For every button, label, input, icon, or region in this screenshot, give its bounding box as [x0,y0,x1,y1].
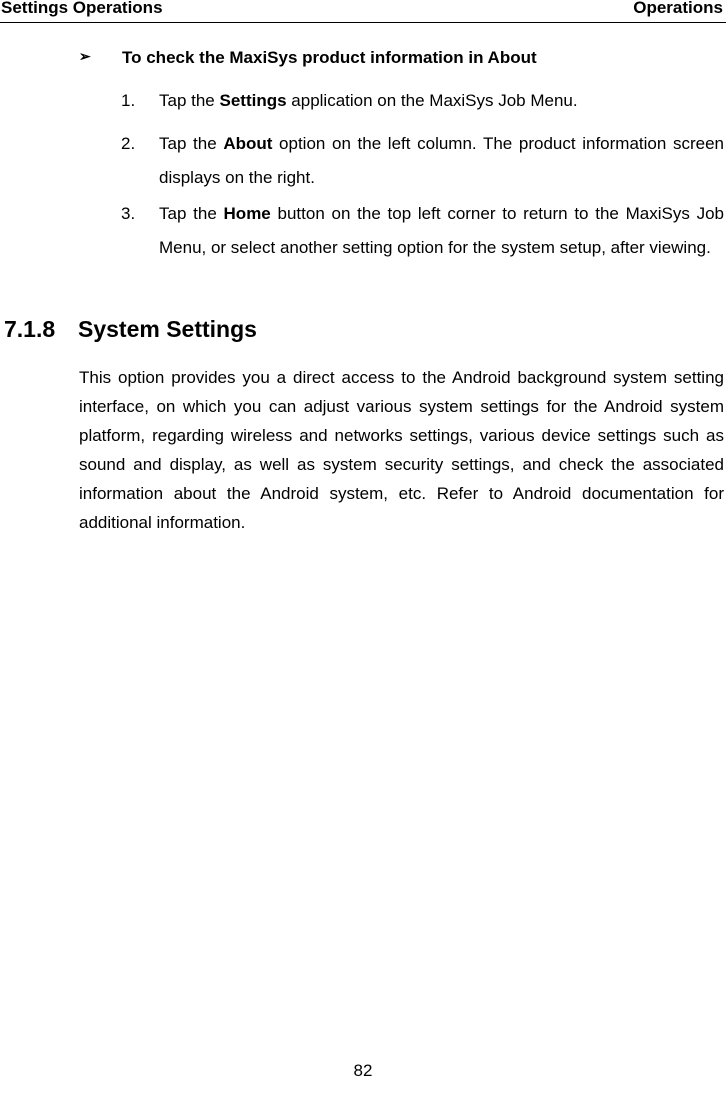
step-text: application on the MaxiSys Job Menu. [286,91,578,110]
section-body: This option provides you a direct access to the Android background system setting interface, on which you can adjust various system settings for the Android system platform, regarding wireless and networks settings, various device settings such as sound and display, as well as system security settings, and check the associated information about the Android system, etc. Refer to Android documentation for additional information. [79,368,724,532]
step-number: 2. [121,134,136,153]
page-header [0,0,726,23]
step-3 [121,197,724,265]
header-right: Operations [633,0,723,17]
step-text: button on the top left corner to return to the MaxiSys Job Menu, or select another setting option for the system setup, after viewing. [159,204,724,257]
step-bold: Home [223,204,271,223]
step-text: Tap the [159,204,224,223]
step-bold: About [223,134,273,153]
step-text: option on the left column. The product information screen displays on the right. [159,134,724,187]
procedure-heading-text: To check the MaxiSys product information in About [122,48,537,67]
step-text: Tap the [159,134,224,153]
step-number: 3. [121,204,136,223]
step-bold: Settings [219,91,287,110]
step-text: Tap the [159,91,220,110]
step-2 [121,127,724,195]
section-heading [4,316,257,343]
step-number: 1. [121,91,136,110]
page-number: 82 [353,1061,373,1080]
header-left: Settings Operations [1,0,163,17]
section-number: 7.1.8 [4,316,56,342]
step-1 [121,84,724,118]
arrow-bullet-icon: ➢ [79,48,91,64]
section-title: System Settings [78,316,257,342]
